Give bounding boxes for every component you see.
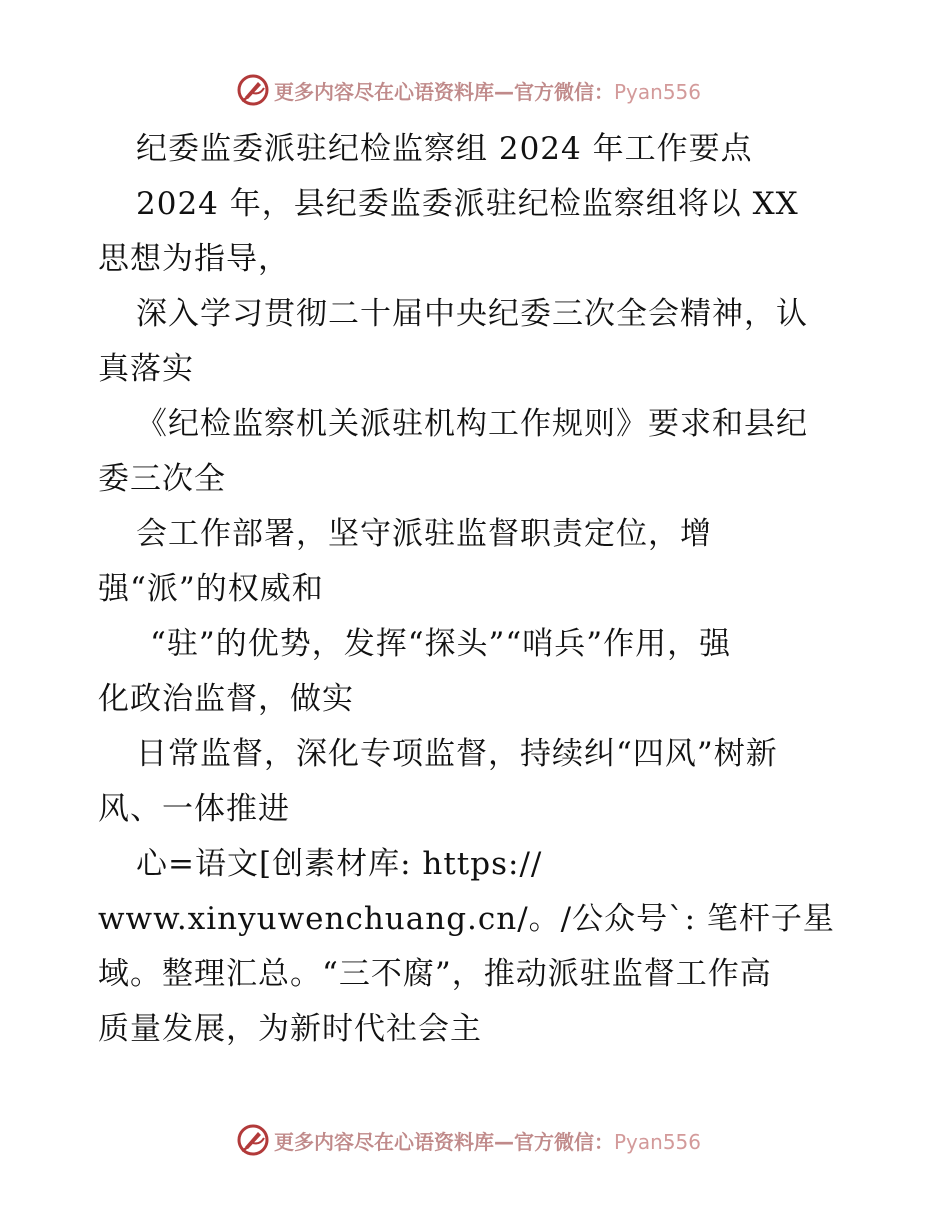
paragraph-line: 委三次全 [98, 461, 226, 497]
paragraph-line: 心=语文[创素材库: https:// [136, 846, 543, 882]
paragraph-line: 《纪检监察机关派驻机构工作规则》要求和县纪 [136, 406, 808, 442]
paragraph-line: “驻”的优势，发挥“探头”“哨兵”作用，强 [150, 626, 732, 662]
paragraph-line: 化政治监督，做实 [98, 681, 354, 717]
watermark-header [236, 72, 701, 108]
paragraph-line: 思想为指导， [98, 241, 290, 277]
watermark-text: 更多内容尽在心语资料库—官方微信：Pyan556 [274, 79, 702, 104]
paragraph-line: 质量发展，为新时代社会主 [98, 1011, 482, 1047]
paragraph-line: 2024 年，县纪委监委派驻纪检监察组将以 XX [136, 186, 799, 222]
paragraph-line: www.xinyuwenchuang.cn/。/公众号`: 笔杆子星 [98, 901, 835, 937]
paragraph-line: 日常监督，深化专项监督，持续纠“四风”树新 [136, 736, 778, 772]
paragraph-line: 强“派”的权威和 [98, 571, 324, 607]
document-body [98, 122, 858, 1057]
paragraph-line: 会工作部署，坚守派驻监督职责定位，增 [136, 516, 712, 552]
watermark-text: 更多内容尽在心语资料库—官方微信：Pyan556 [274, 1129, 702, 1154]
paragraph-line: 风、一体推进 [98, 791, 290, 827]
quill-logo-icon [236, 1123, 270, 1157]
paragraph-line: 真落实 [98, 351, 194, 387]
quill-logo-icon [236, 73, 270, 107]
watermark-footer [236, 1122, 701, 1158]
document-title: 纪委监委派驻纪检监察组 2024 年工作要点 [136, 131, 753, 167]
paragraph-line: 深入学习贯彻二十届中央纪委三次全会精神，认 [136, 296, 808, 332]
paragraph-line: 域。整理汇总。“三不腐”，推动派驻监督工作高 [98, 956, 772, 992]
